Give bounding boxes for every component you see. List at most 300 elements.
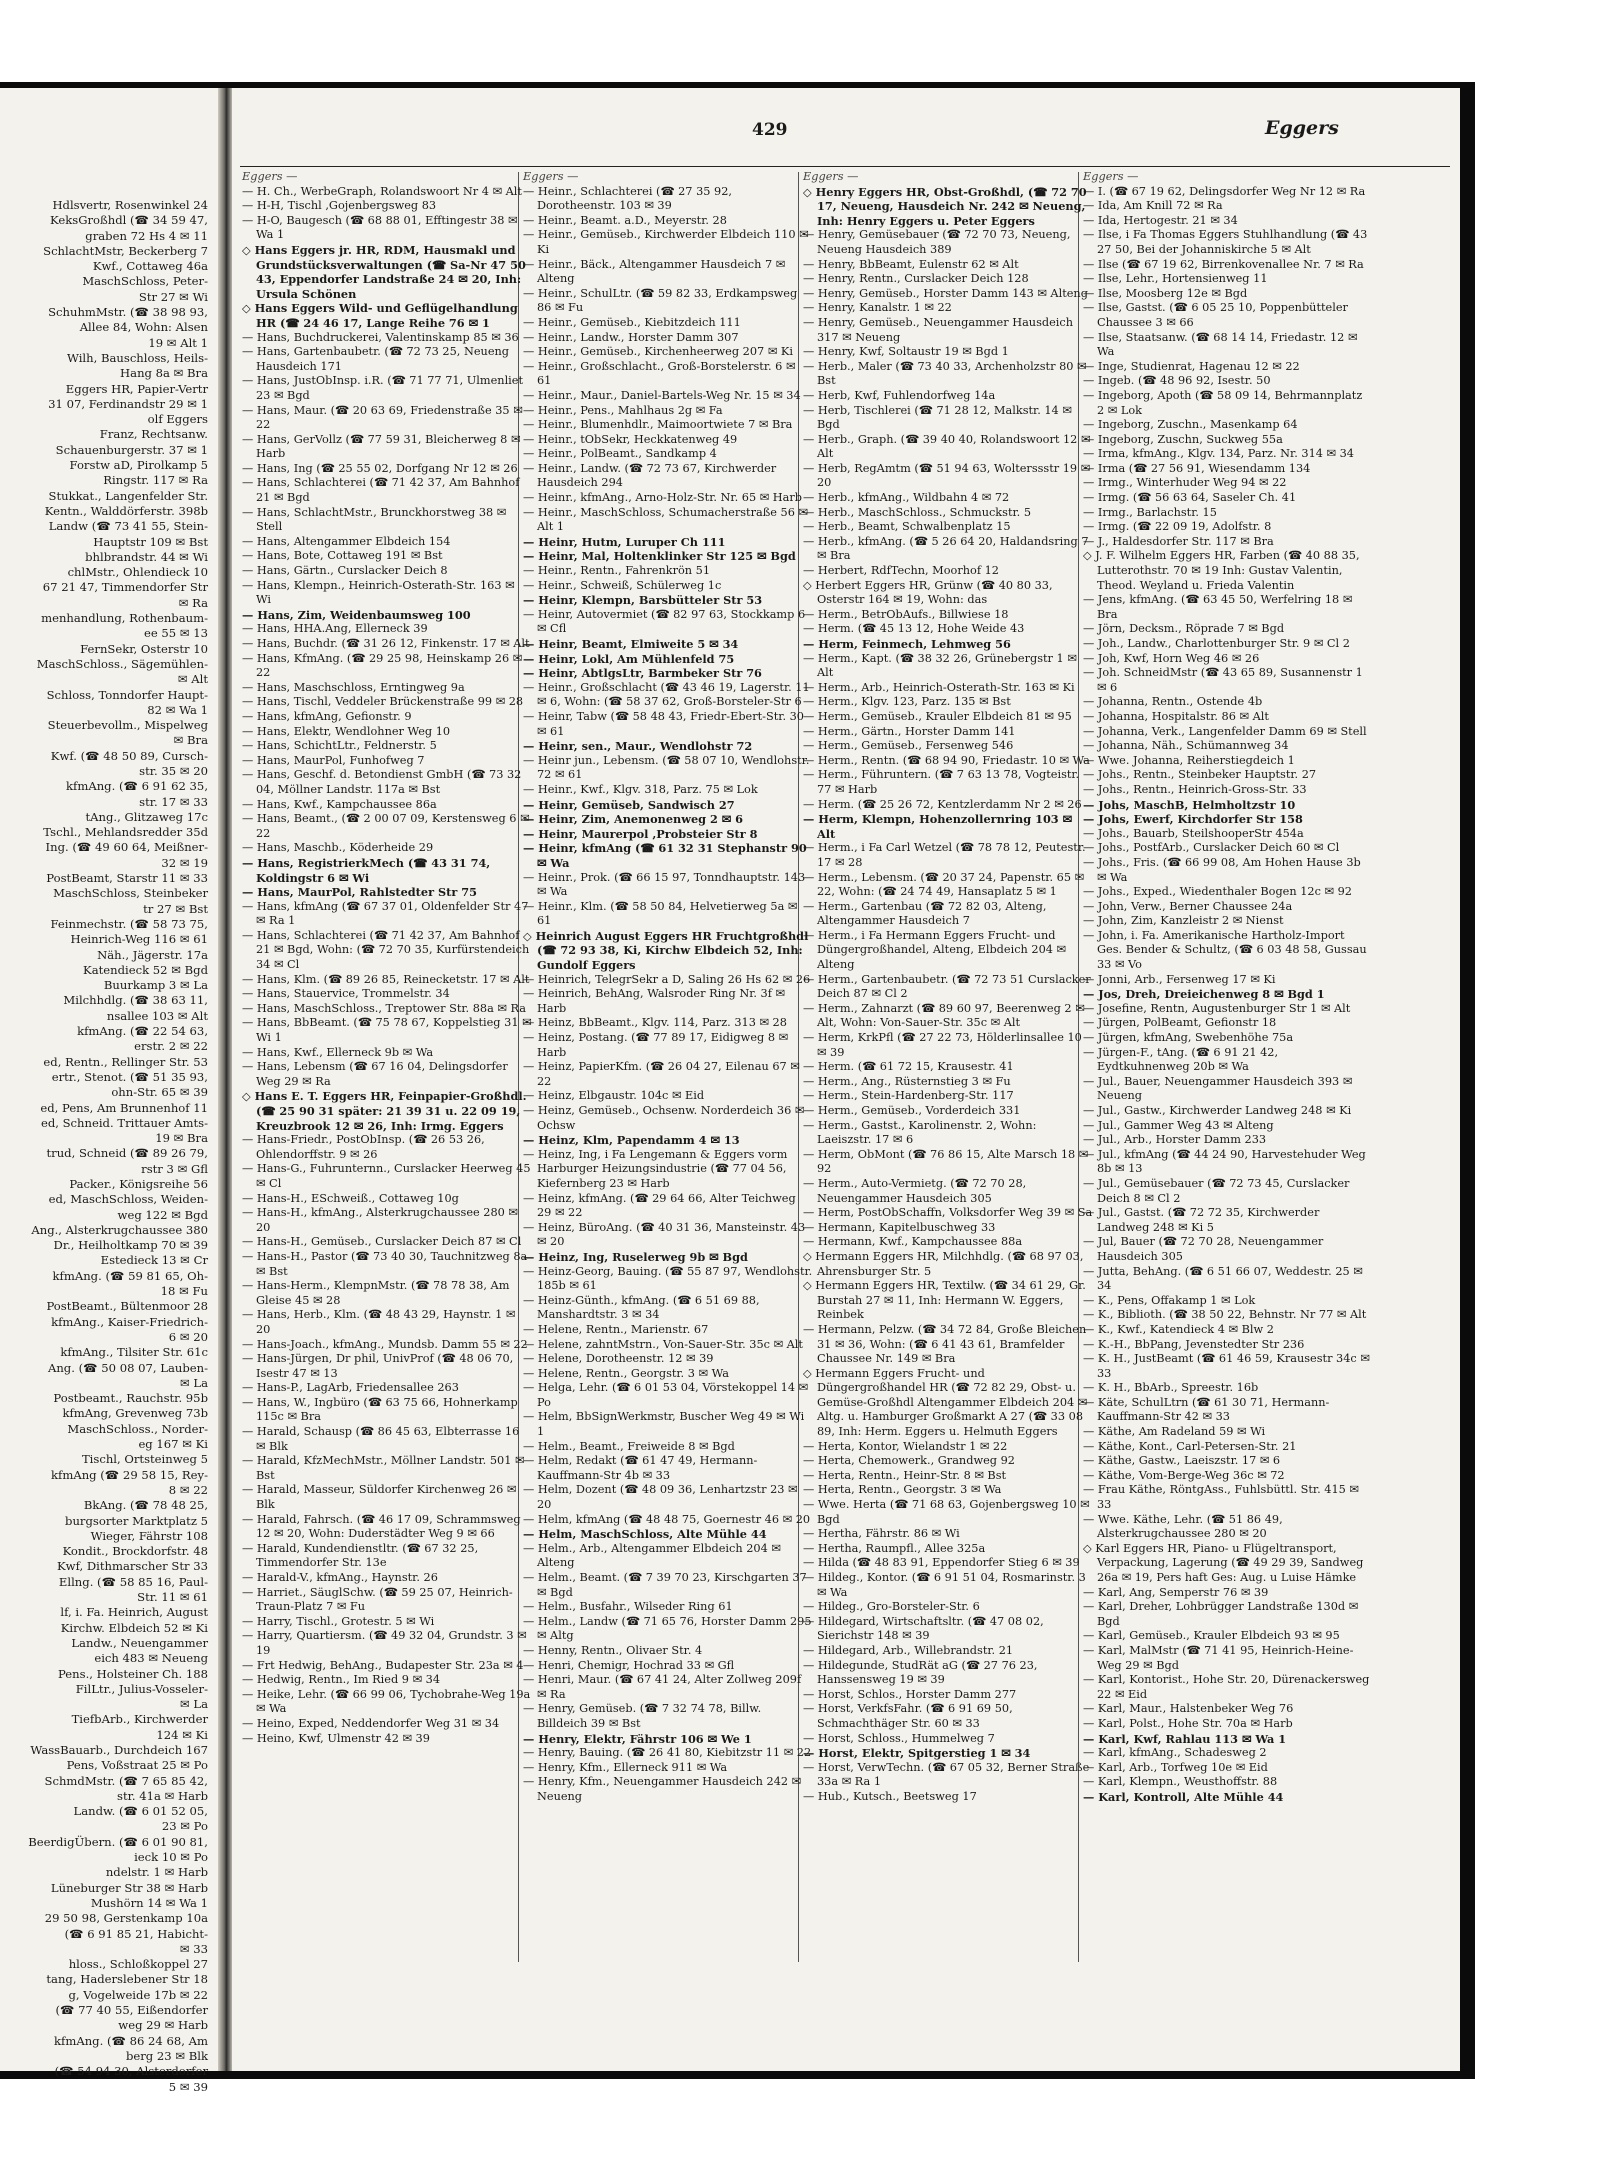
- directory-entry: — Frt Hedwig, BehAng., Budapester Str. 23a ✉ 4: [242, 1658, 524, 1672]
- fragment-line: BeerdigÜbern. (☎ 6 01 90 81,: [28, 1834, 208, 1849]
- directory-column-3: [803, 170, 1093, 1980]
- directory-entry: — Helga, Lehr. (☎ 6 01 53 04, Vörstekoppel 14 ✉ Po: [523, 1381, 809, 1409]
- fragment-line: Postbeamt., Rauchstr. 95b: [53, 1391, 208, 1406]
- fragment-line: MaschSchloss, Steinbeker: [53, 886, 208, 901]
- fragment-line: Tischl, Ortsteinweg 5: [81, 1452, 208, 1467]
- directory-entry: — Käthe, Gastw., Laeiszstr. 17 ✉ 6: [1083, 1454, 1281, 1468]
- fragment-line: Kwf, Dithmarscher Str 33: [57, 1559, 208, 1574]
- fragment-line: 19 ✉ Alt 1: [148, 335, 208, 350]
- directory-entry: — Herm., Gastst., Karolinenstr. 2, Wohn: Laeiszstr. 17 ✉ 6: [803, 1118, 1037, 1147]
- directory-entry: — Jul., Gemüsebauer (☎ 72 73 45, Curslacker Deich 8 ✉ Cl 2: [1083, 1176, 1350, 1205]
- directory-entry: — Ilse, Lehr., Hortensienweg 11: [1083, 272, 1268, 286]
- fragment-line: FernSekr, Osterstr 10: [80, 641, 208, 656]
- directory-entry: — Herm. (☎ 45 13 12, Hohe Weide 43: [803, 622, 1025, 636]
- fragment-line: kfmAng, Grevenweg 73b: [62, 1406, 208, 1421]
- directory-entry: — Karl, Kontorist., Hohe Str. 20, Dürenackersweg 22 ✉ Eid: [1083, 1673, 1370, 1701]
- directory-entry: — Heinr., Schweiß, Schülerweg 1c: [523, 578, 722, 592]
- directory-entry: — Heinz, PapierKfm. (☎ 26 04 27, Eilenau 67 ✉ 22: [523, 1060, 800, 1088]
- directory-entry: — Jürgen, kfmAng, Swebenhöhe 75a: [1083, 1031, 1294, 1045]
- fragment-line: hloss., Schloßkoppel 27: [68, 1957, 208, 1972]
- directory-entry: ◇ Hermann Eggers Frucht- und Düngergroßhandel HR (☎ 72 82 29, Obst- u. Gemüse-Großhdl Altengammer Elbdeich 204 ✉ Altg. u. Hamburger Großmarkt A 27 (☎ 33 08 89, Inh: Herm. Eggers u. Helmuth Eggers: [803, 1366, 1088, 1439]
- directory-entry: — Herm, ObMont (☎ 76 86 15, Alte Marsch 18 ✉ 92: [803, 1147, 1089, 1176]
- directory-entry: — Heinr., Großschlacht., Groß-Borstelerstr. 6 ✉ 61: [523, 359, 796, 388]
- fragment-line: ohn-Str. 65 ✉ 39: [111, 1085, 208, 1100]
- directory-entry: — Karl, MalMstr (☎ 71 41 95, Heinrich-Heine-Weg 29 ✉ Bgd: [1083, 1643, 1354, 1672]
- fragment-line: Buurkamp 3 ✉ La: [103, 978, 208, 993]
- directory-entry: — Jul., Bauer, Neuengammer Hausdeich 393 ✉ Neueng: [1083, 1074, 1353, 1103]
- fragment-line: 29 50 98, Gerstenkamp 10a: [44, 1911, 208, 1926]
- fragment-line: Schloss, Tonndorfer Haupt-: [46, 687, 208, 702]
- directory-entry: — Herb., Beamt, Schwalbenplatz 15: [803, 520, 1011, 534]
- directory-entry: — Heinz, Elbgaustr. 104c ✉ Eid: [523, 1089, 705, 1103]
- directory-entry: — Johs., Bauarb, SteilshooperStr 454a: [1083, 826, 1304, 840]
- directory-entry: — Henry, Kfm., Neuengammer Hausdeich 242 ✉ Neueng: [523, 1775, 802, 1803]
- fragment-line: ed, Schneid. Trittauer Amts-: [40, 1115, 208, 1130]
- fragment-line: ed, Rentn., Rellinger Str. 53: [43, 1054, 208, 1069]
- directory-entry: — Helm., Landw (☎ 71 65 76, Horster Damm 295 ✉ Altg: [523, 1614, 812, 1643]
- directory-entry: — Hans, Maschb., Köderheide 29: [242, 841, 434, 855]
- directory-entry: — Hans, Gartenbaubetr. (☎ 72 73 25, Neueng Hausdeich 171: [242, 345, 510, 373]
- fragment-line: Ang., Alsterkrugchaussee 380: [31, 1222, 208, 1237]
- directory-entry: — Herm, Feinmech, Lehmweg 56: [803, 637, 1011, 651]
- fragment-line: Pens., Holsteiner Ch. 188: [58, 1666, 208, 1681]
- directory-entry: — Jonni, Arb., Fersenweg 17 ✉ Ki: [1083, 972, 1276, 986]
- directory-entry: — Heinr., Klm. (☎ 58 50 84, Helvetierweg 5a ✉ 61: [523, 899, 798, 928]
- directory-entry: — Harald, Kundendienstltr. (☎ 67 32 25, Timmendorfer Str. 13e: [242, 1541, 479, 1570]
- directory-entry: — Käthe, Am Radeland 59 ✉ Wi: [1083, 1425, 1266, 1439]
- directory-entry: — Hans, BbBeamt. (☎ 75 78 67, Koppelstieg 31 ✉ Wi 1: [242, 1016, 532, 1045]
- fragment-line: Wieger, Fährstr 108: [90, 1528, 208, 1543]
- directory-entry: — Heinr, Tabw (☎ 58 48 43, Friedr-Ebert-Str. 30 ✉ 61: [523, 709, 804, 738]
- directory-entry: — Heinz, Ing, Ruselerweg 9b ✉ Bgd: [523, 1249, 748, 1264]
- fragment-line: 18 ✉ Fu: [160, 1284, 208, 1299]
- directory-entry: — Helm, MaschSchloss, Alte Mühle 44: [523, 1527, 767, 1542]
- fragment-line: Schauenburgerstr. 37 ✉ 1: [55, 442, 208, 457]
- directory-entry: — Heinr, Zim, Anemonenweg 2 ✉ 6: [523, 812, 744, 827]
- directory-entry: — Hans, MaurPol, Rahlstedter Str 75: [242, 885, 477, 900]
- directory-entry: — Harald, Schausp (☎ 86 45 63, Elbterrasse 16 ✉ Blk: [242, 1425, 520, 1453]
- fragment-line: nsallee 103 ✉ Alt: [106, 1008, 208, 1023]
- directory-entry: ◇ Herbert Eggers HR, Grünw (☎ 40 80 33, Osterstr 164 ✉ 19, Wohn: das: [803, 578, 1053, 607]
- fragment-line: ✉ 33: [179, 1941, 208, 1956]
- directory-entry: — Heinz, Klm, Papendamm 4 ✉ 13: [523, 1133, 740, 1148]
- fragment-line: ✉ La: [179, 1697, 208, 1712]
- directory-entry: — K., Biblioth. (☎ 38 50 22, Behnstr. Nr 77 ✉ Alt: [1083, 1308, 1367, 1322]
- directory-entry: — Heinr., tObSekr, Heckkatenweg 49: [523, 432, 738, 446]
- fragment-line: str. 35 ✉ 20: [139, 763, 208, 778]
- directory-entry: — Hans-H., kfmAng., Alsterkrugchaussee 280 ✉ 20: [242, 1206, 518, 1234]
- directory-entry: — John, Zim, Kanzleistr 2 ✉ Nienst: [1083, 914, 1284, 928]
- column-heading: Eggers —: [523, 170, 579, 183]
- directory-entry: — Heinr., MaschSchloss, Schumacherstraße 56 ✉ Alt 1: [523, 505, 808, 534]
- directory-entry: — Hertha, Raumpfl., Allee 325a: [803, 1541, 986, 1555]
- fragment-line: Katendieck 52 ✉ Bgd: [83, 962, 208, 977]
- fragment-line: MaschSchloss., Sägemühlen-: [36, 656, 208, 671]
- fragment-line: Steuerbevollm., Mispelweg: [47, 718, 208, 733]
- directory-entry: — Henry, Gemüseb., Horster Damm 143 ✉ Alteng: [803, 286, 1088, 300]
- fragment-line: Pens, Voßstraat 25 ✉ Po: [66, 1758, 208, 1773]
- directory-entry: — Hans, kfmAng, Gefionstr. 9: [242, 709, 412, 723]
- directory-entry: — Herbert, RdfTechn, Moorhof 12: [803, 564, 999, 578]
- directory-entry: — Hermann, Kapitelbuschweg 33: [803, 1220, 996, 1234]
- directory-entry: — Henry, Elektr, Fährstr 106 ✉ We 1: [523, 1731, 752, 1746]
- directory-entry: — Hilda (☎ 48 83 91, Eppendorfer Stieg 6 ✉ 39: [803, 1556, 1080, 1570]
- directory-entry: — Johs., Rentn., Heinrich-Gross-Str. 33: [1083, 782, 1307, 796]
- directory-entry: — Henry, Kwf, Soltaustr 19 ✉ Bgd 1: [803, 345, 1009, 359]
- fragment-line: lf, i. Fa. Heinrich, August: [60, 1605, 208, 1620]
- fragment-line: (☎ 54 94 30, Alsterdorfer: [54, 2064, 208, 2079]
- directory-entry: — Josefine, Rentn, Augustenburger Str 1 ✉ Alt: [1083, 1001, 1351, 1015]
- directory-entry: ◇ Hans Eggers jr. HR, RDM, Hausmakl und Grundstücksverwaltungen (☎ Sa-Nr 47 50 43, Eppendorfer Landstraße 24 ✉ 20, Inh: Ursula Schönen: [242, 242, 526, 301]
- directory-entry: — Jul., Gammer Weg 43 ✉ Alteng: [1083, 1118, 1274, 1132]
- directory-entry: — Frau Käthe, RöntgAss., Fuhlsbüttl. Str. 415 ✉ 33: [1083, 1483, 1359, 1512]
- directory-entry: — Irmg., Barlachstr. 15: [1083, 505, 1217, 519]
- directory-entry: — Heinz, BüroAng. (☎ 40 31 36, Mansteinstr. 43 ✉ 20: [523, 1220, 806, 1249]
- directory-entry: — Herm, KrkPfl (☎ 27 22 73, Hölderlinsallee 10 ✉ 39: [803, 1031, 1082, 1059]
- fragment-line: Hdlsvertr, Rosenwinkel 24: [52, 198, 208, 212]
- directory-entry: — Herb, RegAmtm (☎ 51 94 63, Wolterssstr 19 ✉ 20: [803, 461, 1091, 490]
- directory-entry: — Helm., Beamt., Freiweide 8 ✉ Bgd: [523, 1439, 735, 1453]
- directory-entry: — Horst, Schloss., Hummelweg 7: [803, 1731, 995, 1745]
- fragment-line: Ang. (☎ 50 08 07, Lauben-: [47, 1360, 208, 1375]
- directory-entry: — Hans-Joach., kfmAng., Mundsb. Damm 55 ✉ 22: [242, 1337, 528, 1351]
- directory-entry: — Ilse, Moosberg 12e ✉ Bgd: [1083, 286, 1248, 300]
- fragment-line: rstr 3 ✉ Gfl: [141, 1161, 208, 1176]
- fragment-line: 19 ✉ Bra: [155, 1131, 208, 1146]
- directory-entry: — Hans, Maschschloss, Erntingweg 9a: [242, 680, 465, 694]
- directory-entry: — Henry, Rentn., Curslacker Deich 128: [803, 272, 1029, 286]
- directory-entry: — Helm, Redakt (☎ 61 47 49, Hermann-Kauffmann-Str 4b ✉ 33: [523, 1454, 758, 1482]
- directory-entry: — Hans, W., Ingbüro (☎ 63 75 66, Hohnerkamp 115c ✉ Bra: [242, 1395, 518, 1424]
- directory-entry: — Hans-P., LagArb, Friedensallee 263: [242, 1381, 459, 1395]
- directory-entry: — Heinr, Beamt, Elmiweite 5 ✉ 34: [523, 637, 739, 651]
- fragment-line: ed, Pens, Am Brunnenhof 11: [40, 1100, 208, 1115]
- fragment-line: kfmAng. (☎ 59 81 65, Oh-: [52, 1268, 208, 1283]
- directory-entry: — Hans, Beamt., (☎ 2 00 07 09, Kerstensweg 6 ✉ 22: [242, 812, 530, 840]
- directory-entry: — Herb., kfmAng., Wildbahn 4 ✉ 72: [803, 491, 1010, 505]
- directory-entry: — Irma, kfmAng., Klgv. 134, Parz. Nr. 314 ✉ 34: [1083, 447, 1354, 461]
- directory-entry: ◇ Hans E. T. Eggers HR, Feinpapier-Großhdl. (☎ 25 90 31 später: 21 39 31 u. 22 09 19, Kreuzbrook 12 ✉ 26, Inh: Irmg. Eggers: [242, 1089, 527, 1133]
- directory-entry: — Hans-Jürgen, Dr phil, UnivProf (☎ 48 06 70, Isestr 47 ✉ 13: [242, 1352, 514, 1380]
- fragment-line: Ringstr. 117 ✉ Ra: [103, 473, 208, 488]
- fragment-line: Allee 84, Wohn: Alsen: [79, 320, 208, 335]
- directory-entry: — Hans, kfmAng (☎ 67 37 01, Oldenfelder Str 47 ✉ Ra 1: [242, 899, 529, 928]
- fragment-line: berg 23 ✉ Blk: [125, 2048, 208, 2063]
- directory-entry: — Hildegard, Arb., Willebrandstr. 21: [803, 1643, 1014, 1657]
- fragment-line: ieck 10 ✉ Po: [134, 1850, 208, 1865]
- directory-entry: ◇ Hermann Eggers HR, Textilw. (☎ 34 61 29, Gr. Burstah 27 ✉ 11, Inh: Hermann W. Eggers, Reinbek: [803, 1279, 1086, 1322]
- directory-entry: — K.-H., BbPang, Jevenstedter Str 236: [1083, 1337, 1305, 1351]
- directory-entry: — Hans, Tischl, Veddeler Brückenstraße 99 ✉ 28: [242, 695, 524, 709]
- directory-entry: — Heinz-Günth., kfmAng. (☎ 6 51 69 88, Manshardtstr. 3 ✉ 34: [523, 1293, 760, 1322]
- fragment-line: Packer., Königsreihe 56: [69, 1177, 208, 1191]
- directory-entry: — Herb., Maler (☎ 73 40 33, Archenholzstr 80 ✉ Bst: [803, 359, 1087, 388]
- directory-entry: — Hans, MaschSchloss., Treptower Str. 88a ✉ Ra: [242, 1001, 526, 1015]
- directory-entry: — K., Kwf., Katendieck 4 ✉ Blw 2: [1083, 1322, 1274, 1336]
- directory-entry: — Heinr., Beamt. a.D., Meyerstr. 28: [523, 213, 727, 227]
- directory-entry: — Wwe. Johanna, Reiherstiegdeich 1: [1083, 753, 1295, 767]
- directory-entry: — Herm., BetrObAufs., Billwiese 18: [803, 607, 1009, 621]
- directory-entry: — Karl, Gemüseb., Krauler Elbdeich 93 ✉ 95: [1083, 1629, 1340, 1643]
- directory-entry: — Herm., Auto-Vermietg. (☎ 72 70 28, Neuengammer Hausdeich 305: [803, 1176, 1027, 1205]
- directory-entry: — Wwe. Herta (☎ 71 68 63, Gojenbergsweg 10 ✉ Bgd: [803, 1498, 1090, 1526]
- fragment-line: PostBeamt, Starstr 11 ✉ 33: [46, 871, 208, 886]
- directory-entry: — Heinr., Maur., Daniel-Bartels-Weg Nr. 15 ✉ 34: [523, 388, 801, 402]
- directory-entry: — Herm., Lebensm. (☎ 20 37 24, Papenstr. 65 ✉ 22, Wohn: (☎ 24 74 49, Hansaplatz 5 ✉ 1: [803, 870, 1085, 899]
- directory-entry: — Hans, Kwf., Kampchaussee 86a: [242, 797, 437, 811]
- directory-entry: — Joh., Landw., Charlottenburger Str. 9 ✉ Cl 2: [1083, 637, 1350, 650]
- directory-entry: — H. Ch., WerbeGraph, Rolandswoort Nr 4 ✉ Alt: [242, 184, 522, 198]
- directory-entry: — Ingeborg, Zuschn., Masenkamp 64: [1083, 418, 1298, 432]
- directory-entry: — Henry, Gemüsebauer (☎ 72 70 73, Neueng, Neueng Hausdeich 389: [803, 228, 1071, 256]
- directory-entry: — Herm, PostObSchaffn, Volksdorfer Weg 39 ✉ Sa: [803, 1206, 1093, 1220]
- fragment-line: Kondit., Brockdorfstr. 48: [62, 1544, 208, 1559]
- directory-entry: ◇ Hans Eggers Wild- und Geflügelhandlung HR (☎ 24 46 17, Lange Reihe 76 ✉ 1: [242, 301, 518, 330]
- directory-entry: — Harriet., SäuglSchw. (☎ 59 25 07, Heinrich-Traun-Platz 7 ✉ Fu: [242, 1585, 513, 1614]
- directory-entry: — Herm., Gartenbau (☎ 72 82 03, Alteng, Altengammer Hausdeich 7: [803, 899, 1047, 928]
- column-heading: Eggers —: [1083, 170, 1139, 183]
- directory-entry: — K. H., BbArb., Spreestr. 16b: [1083, 1381, 1259, 1395]
- directory-entry: — Heinz-Georg, Bauing. (☎ 55 87 97, Wendlohstr. 185b ✉ 61: [523, 1264, 813, 1293]
- directory-entry: — Hermann, Pelzw. (☎ 34 72 84, Große Bleichen 31 ✉ 36, Wohn: (☎ 6 41 43 61, Bramfelder Chaussee Nr. 149 ✉ Bra: [803, 1322, 1087, 1366]
- directory-entry: — Ilse, i Fa Thomas Eggers Stuhlhandlung (☎ 43 27 50, Bei der Johanniskirche 5 ✉ Alt: [1083, 228, 1368, 256]
- fragment-line: SchuhmMstr. (☎ 38 98 93,: [48, 305, 208, 320]
- fragment-line: 32 ✉ 19: [161, 855, 208, 870]
- fragment-line: Landw. (☎ 6 01 52 05,: [73, 1804, 208, 1819]
- column-heading: Eggers —: [242, 170, 298, 183]
- directory-entry: — Johs., PostfArb., Curslacker Deich 60 ✉ Cl: [1083, 841, 1340, 855]
- fragment-line: bhlbrandstr. 44 ✉ Wi: [85, 549, 208, 564]
- directory-entry: — Helene, Dorotheenstr. 12 ✉ 39: [523, 1352, 714, 1366]
- fragment-line: trud, Schneid (☎ 89 26 79,: [46, 1146, 208, 1161]
- directory-entry: — Hermann, Kwf., Kampchaussee 88a: [803, 1235, 1023, 1249]
- directory-entry: — Wwe. Käthe, Lehr. (☎ 51 86 49, Alsterkrugchaussee 280 ✉ 20: [1083, 1512, 1283, 1541]
- directory-entry: — Irmg. (☎ 56 63 64, Saseler Ch. 41: [1083, 491, 1297, 505]
- directory-entry: — Heinz, Postang. (☎ 77 89 17, Eidigweg 8 ✉ Harb: [523, 1031, 789, 1059]
- directory-entry: — Hans, JustObInsp. i.R. (☎ 71 77 71, Ulmenliet 23 ✉ Bgd: [242, 374, 524, 402]
- fragment-line: ✉ Ra: [178, 595, 208, 610]
- directory-entry: — Heinr., PolBeamt., Sandkamp 4: [523, 447, 717, 461]
- directory-entry: — Helm, BbSignWerkmstr, Buscher Weg 49 ✉ Wi 1: [523, 1410, 805, 1439]
- directory-entry: — Herta, Rentn., Georgstr. 3 ✉ Wa: [803, 1483, 1002, 1497]
- fragment-line: Kwf., Cottaweg 46a: [92, 259, 208, 274]
- fragment-line: Kwf. (☎ 48 50 89, Cursch-: [50, 748, 208, 763]
- directory-entry: — Herm., Gärtn., Horster Damm 141: [803, 724, 1016, 738]
- directory-entry: — Joh, Kwf, Horn Weg 46 ✉ 26: [1083, 651, 1260, 665]
- directory-column-2: [523, 170, 813, 1980]
- fragment-line: kfmAng., Kaiser-Friedrich-: [51, 1314, 208, 1329]
- directory-entry: — Hans-Friedr., PostObInsp. (☎ 26 53 26, Ohlendorffstr. 9 ✉ 26: [242, 1133, 485, 1161]
- directory-entry: — Hildegard, Wirtschaftsltr. (☎ 47 08 02, Sierichstr 148 ✉ 39: [803, 1614, 1044, 1643]
- directory-entry: — Harald, Fahrsch. (☎ 46 17 09, Schrammsweg 12 ✉ 20, Wohn: Duderstädter Weg 9 ✉ 66: [242, 1512, 521, 1541]
- directory-entry: — Helene, Rentn., Georgstr. 3 ✉ Wa: [523, 1366, 729, 1380]
- directory-entry: — Heinr, Autovermiet (☎ 82 97 63, Stockkamp 6 ✉ Cfl: [523, 607, 806, 636]
- fragment-line: Ing. (☎ 49 60 64, Meißner-: [45, 840, 208, 855]
- directory-entry: — Jul., Arb., Horster Damm 233: [1083, 1133, 1267, 1147]
- fragment-line: 23 ✉ Po: [161, 1819, 208, 1834]
- directory-entry: — Herm., Arb., Heinrich-Osterath-Str. 163 ✉ Ki: [803, 680, 1075, 694]
- directory-entry: — Johanna, Näh., Schümannweg 34: [1083, 739, 1289, 753]
- directory-entry: — Heinr., Schlachterei (☎ 27 35 92, Dorotheenstr. 103 ✉ 39: [523, 184, 733, 213]
- directory-entry: — Heino, Exped, Neddendorfer Weg 31 ✉ 34: [242, 1716, 500, 1730]
- directory-entry: — I. (☎ 67 19 62, Delingsdorfer Weg Nr 12 ✉ Ra: [1083, 184, 1366, 198]
- directory-entry: — Harald, KfzMechMstr., Möllner Landstr. 501 ✉ Bst: [242, 1454, 525, 1482]
- fragment-line: 82 ✉ Wa 1: [147, 702, 208, 717]
- directory-entry: — Ilse (☎ 67 19 62, Birrenkovenallee Nr. 7 ✉ Ra: [1083, 257, 1364, 271]
- directory-entry: — Henri, Maur. (☎ 67 41 24, Alter Zollweg 209f ✉ Ra: [523, 1673, 802, 1701]
- directory-entry: — Hans, Klm. (☎ 89 26 85, Reinecketstr. 17 ✉ Alt: [242, 972, 530, 986]
- directory-entry: — Herm., Ang., Rüsternstieg 3 ✉ Fu: [803, 1074, 1011, 1088]
- fragment-line: Ellng. (☎ 58 85 16, Paul-: [58, 1574, 208, 1589]
- fragment-line: str. 41a ✉ Harb: [117, 1788, 208, 1803]
- directory-entry: — Hans, Klempn., Heinrich-Osterath-Str. 163 ✉ Wi: [242, 578, 515, 607]
- directory-entry: — Karl, Maur., Halstenbeker Weg 76: [1083, 1702, 1294, 1716]
- fragment-line: Tschl., Mehlandsredder 35d: [43, 825, 208, 840]
- directory-entry: — Hans, MaurPol, Funhofweg 7: [242, 753, 425, 767]
- directory-entry: — Ingeborg, Zuschn, Suckweg 55a: [1083, 432, 1283, 446]
- directory-entry: — Heinr., Gemüseb., Kiebitzdeich 111: [523, 315, 741, 329]
- fragment-line: MaschSchloss., Norder-: [67, 1421, 208, 1436]
- directory-entry: — Heinr., Gemüseb., Kirchwerder Elbdeich 110 ✉ Ki: [523, 228, 809, 256]
- directory-entry: — Heinr, Mal, Holtenklinker Str 125 ✉ Bgd: [523, 549, 796, 564]
- directory-entry: — Heinr jun., Lebensm. (☎ 58 07 10, Wendlohstr. 72 ✉ 61: [523, 753, 810, 782]
- directory-entry: — Hans, GerVollz (☎ 77 59 31, Bleicherweg 8 ✉ Harb: [242, 432, 521, 461]
- fragment-line: 6 ✉ 20: [168, 1329, 208, 1344]
- directory-entry: — Heinr, sen., Maur., Wendlohstr 72: [523, 739, 753, 754]
- directory-entry: — Jul., Gastw., Kirchwerder Landweg 248 ✉ Ki: [1083, 1104, 1352, 1117]
- directory-entry: — Käte, SchulLtrn (☎ 61 30 71, Hermann-Kauffmann-Str 42 ✉ 33: [1083, 1395, 1330, 1424]
- fragment-line: MaschSchloss, Peter-: [82, 274, 208, 289]
- directory-entry: — Hans-H., Pastor (☎ 73 40 30, Tauchnitzweg 8a ✉ Bst: [242, 1249, 528, 1278]
- directory-entry: — Ilse, Staatsanw. (☎ 68 14 14, Friedastr. 12 ✉ Wa: [1083, 330, 1358, 359]
- directory-entry: — Jürgen-F., tAng. (☎ 6 91 21 42, Eydtkuhnenweg 20b ✉ Wa: [1083, 1045, 1279, 1074]
- directory-entry: — Horst, VerkfsFahr. (☎ 6 91 69 50, Schmachthäger Str. 60 ✉ 33: [803, 1702, 1013, 1730]
- fragment-line: Kirchw. Elbdeich 52 ✉ Ki: [60, 1620, 208, 1635]
- directory-entry: — Henny, Rentn., Olivaer Str. 4: [523, 1643, 703, 1657]
- directory-entry: — Harry, Tischl., Grotestr. 5 ✉ Wi: [242, 1614, 435, 1628]
- directory-entry: — Herm. (☎ 25 26 72, Kentzlerdamm Nr 2 ✉ 26: [803, 797, 1082, 811]
- directory-entry: — Hans, Kwf., Ellerneck 9b ✉ Wa: [242, 1045, 434, 1059]
- directory-entry: — J., Haldesdorfer Str. 117 ✉ Bra: [1083, 534, 1274, 548]
- directory-entry: — Karl, Arb., Torfweg 10e ✉ Eid: [1083, 1760, 1268, 1774]
- directory-entry: — Johs, Ewerf, Kirchdorfer Str 158: [1083, 812, 1303, 827]
- directory-entry: — Herb., Graph. (☎ 39 40 40, Rolandswoort 12 ✉ Alt: [803, 432, 1091, 461]
- directory-entry: — Hans, Buchdruckerei, Valentinskamp 85 ✉ 36: [242, 330, 519, 344]
- fragment-line: tAng., Glitzaweg 17c: [85, 809, 208, 824]
- directory-column-1: [242, 170, 532, 1980]
- page-number: 429: [752, 120, 788, 140]
- directory-entry: — Karl, Polst., Hohe Str. 70a ✉ Harb: [1083, 1716, 1293, 1730]
- fragment-line: menhandlung, Rothenbaum-: [41, 611, 208, 626]
- fragment-line: ✉ La: [179, 1375, 208, 1390]
- directory-entry: — Heinr., Blumenhdlr., Maimoortwiete 7 ✉ Bra: [523, 418, 793, 432]
- directory-entry: — Heinr., kfmAng., Arno-Holz-Str. Nr. 65 ✉ Harb: [523, 491, 802, 505]
- directory-entry: — Hans, Gärtn., Curslacker Deich 8: [242, 564, 448, 578]
- directory-entry: ◇ Hermann Eggers HR, Milchhdlg. (☎ 68 97 03, Ahrensburger Str. 5: [803, 1249, 1084, 1278]
- directory-entry: — Johanna, Verk., Langenfelder Damm 69 ✉ Stell: [1083, 724, 1367, 738]
- directory-entry: — Hildeg., Gro-Borsteler-Str. 6: [803, 1600, 980, 1614]
- directory-entry: — Heinz, Gemüseb., Ochsenw. Norderdeich 36 ✉ Ochsw: [523, 1104, 805, 1132]
- directory-entry: — Hans, RegistrierkMech (☎ 43 31 74, Koldingstr 6 ✉ Wi: [242, 855, 491, 885]
- directory-entry: — K., Pens, Offakamp 1 ✉ Lok: [1083, 1293, 1256, 1307]
- directory-entry: — Karl, Klempn., Weusthoffstr. 88: [1083, 1775, 1278, 1789]
- directory-entry: — Heinr, Lokl, Am Mühlenfeld 75: [523, 651, 735, 666]
- directory-entry: — Herm., Rentn. (☎ 68 94 90, Friedastr. 10 ✉ Wa: [803, 753, 1090, 767]
- directory-entry: — Helm., Beamt. (☎ 7 39 70 23, Kirschgarten 37 ✉ Bgd: [523, 1571, 807, 1599]
- directory-entry: — Karl, Dreher, Lohbrügger Landstraße 130d ✉ Bgd: [1083, 1600, 1359, 1628]
- directory-entry: — Herm, Klempn, Hohenzollernring 103 ✉ Alt: [803, 812, 1073, 841]
- fragment-line: kfmAng. (☎ 6 91 62 35,: [66, 779, 208, 794]
- directory-entry: — Hans, Herb., Klm. (☎ 48 43 29, Haynstr. 1 ✉ 20: [242, 1308, 516, 1336]
- directory-entry: — Heinrich, TelegrSekr a D, Saling 26 Hs 62 ✉ 26: [523, 972, 811, 986]
- directory-entry: — Hans, Schlachterei (☎ 71 42 37, Am Bahnhof 21 ✉ Bgd, Wohn: (☎ 72 70 35, Kurfürstendeich 34 ✉ Cl: [242, 928, 530, 972]
- fragment-line: burgsorter Marktplatz 5: [65, 1513, 208, 1528]
- fragment-line: Franz, Rechtsanw.: [99, 427, 208, 442]
- directory-entry: — Herm. (☎ 61 72 15, Krausestr. 41: [803, 1060, 1014, 1074]
- directory-entry: — Heike, Lehr. (☎ 66 99 06, Tychobrahe-Weg 19a ✉ Wa: [242, 1687, 531, 1716]
- directory-entry: — Harald, Masseur, Süldorfer Kirchenweg 26 ✉ Blk: [242, 1483, 517, 1512]
- fragment-line: eg 167 ✉ Ki: [138, 1437, 208, 1452]
- fragment-line: Feinmechstr. (☎ 58 73 75,: [50, 916, 208, 931]
- directory-entry: — Heinr., Prok. (☎ 66 15 97, Tonndhauptstr. 143 ✉ Wa: [523, 870, 806, 899]
- directory-entry: — Heinr., Großschlacht (☎ 43 46 19, Lagerstr. 11 ✉ 6, Wohn: (☎ 58 37 62, Groß-Borsteler-Str 6: [523, 680, 810, 709]
- directory-entry: — Helm., Arb., Altengammer Elbdeich 204 ✉ Alteng: [523, 1541, 781, 1570]
- directory-entry: — Hans, Stauervice, Trommelstr. 34: [242, 987, 450, 1001]
- fragment-line: ndelstr. 1 ✉ Harb: [105, 1865, 208, 1880]
- directory-entry: — Herm., Zahnarzt (☎ 89 60 97, Beerenweg 2 ✉ Alt, Wohn: Von-Sauer-Str. 35c ✉ Alt: [803, 1001, 1085, 1030]
- directory-entry: — Horst, Elektr, Spitgerstieg 1 ✉ 34: [803, 1746, 1031, 1761]
- directory-entry: — Hans-Herm., KlempnMstr. (☎ 78 78 38, Am Gleise 45 ✉ 28: [242, 1279, 510, 1307]
- fragment-line: Eggers HR, Papier-Vertr: [65, 381, 208, 396]
- fragment-line: Str 27 ✉ Wi: [138, 289, 208, 304]
- directory-entry: — Ingeb. (☎ 48 96 92, Isestr. 50: [1083, 374, 1271, 388]
- directory-entry: — Hans, SchlachtMstr., Brunckhorstweg 38 ✉ Stell: [242, 505, 507, 534]
- fragment-line: Landw (☎ 73 41 55, Stein-: [48, 519, 208, 534]
- directory-entry: — Heinr., Bäck., Altengammer Hausdeich 7 ✉ Alteng: [523, 257, 786, 286]
- fragment-line: Heinrich-Weg 116 ✉ 61: [70, 932, 208, 947]
- directory-entry: — Hildeg., Kontor. (☎ 6 91 51 04, Rosmarinstr. 3 ✉ Wa: [803, 1571, 1086, 1599]
- directory-entry: — Herm., Führuntern. (☎ 7 63 13 78, Vogteistr. 77 ✉ Harb: [803, 768, 1080, 796]
- directory-entry: — Heinr, Klempn, Barsbütteler Str 53: [523, 593, 763, 608]
- directory-entry: — Herm., Kapt. (☎ 38 32 26, Grünebergstr 1 ✉ Alt: [803, 651, 1077, 680]
- book-gutter: [218, 88, 232, 2071]
- directory-entry: ◇ Heinrich August Eggers HR Fruchtgroßhdl (☎ 72 93 38, Ki, Kirchw Elbdeich 52, Inh: Gundolf Eggers: [523, 928, 809, 973]
- directory-entry: — Heinr., Kwf., Klgv. 318, Parz. 75 ✉ Lok: [523, 782, 758, 796]
- directory-entry: — Jos, Dreh, Dreieichenweg 8 ✉ Bgd 1: [1083, 987, 1325, 1002]
- directory-entry: — Käthe, Vom-Berge-Weg 36c ✉ 72: [1083, 1468, 1285, 1482]
- directory-entry: — Hedwig, Rentn., Im Ried 9 ✉ 34: [242, 1673, 441, 1687]
- fragment-line: kfmAng., Tilsiter Str. 61c: [60, 1345, 208, 1360]
- directory-entry: — Herm., Klgv. 123, Parz. 135 ✉ Bst: [803, 695, 1011, 709]
- directory-entry: — Hans, Maur. (☎ 20 63 69, Friedenstraße 35 ✉ 22: [242, 403, 523, 432]
- directory-entry: — Heinr, Hutm, Luruper Ch 111: [523, 534, 726, 549]
- directory-column-4: [1083, 170, 1371, 1980]
- fragment-line: FilLtr., Julius-Vosseler-: [75, 1681, 208, 1696]
- directory-entry: — Heinr, kfmAng (☎ 61 32 31 Stephanstr 90 ✉ Wa: [523, 841, 807, 870]
- directory-entry: — Jens, kfmAng. (☎ 63 45 50, Werfelring 18 ✉ Bra: [1083, 593, 1353, 621]
- directory-entry: — Hans, KfmAng. (☎ 29 25 98, Heinskamp 26 ✉ 22: [242, 651, 523, 680]
- directory-entry: — Helm, Dozent (☎ 48 09 36, Lenhartzstr 23 ✉ 20: [523, 1483, 798, 1512]
- fragment-line: 8 ✉ 22: [168, 1482, 208, 1497]
- directory-entry: — Hans, Schlachterei (☎ 71 42 37, Am Bahnhof 21 ✉ Bgd: [242, 476, 520, 505]
- directory-entry: — Heinr., Pens., Mahlhaus 2g ✉ Fa: [523, 403, 723, 417]
- running-head: Eggers: [1265, 117, 1339, 139]
- fragment-line: tr 27 ✉ Bst: [143, 901, 208, 916]
- fragment-line: Milchhdlg. (☎ 38 63 11,: [63, 993, 208, 1008]
- fragment-line: weg 122 ✉ Bgd: [117, 1207, 208, 1222]
- directory-entry: — Ida, Am Knill 72 ✉ Ra: [1083, 199, 1223, 213]
- directory-entry: — Irmg. (☎ 22 09 19, Adolfstr. 8: [1083, 520, 1272, 534]
